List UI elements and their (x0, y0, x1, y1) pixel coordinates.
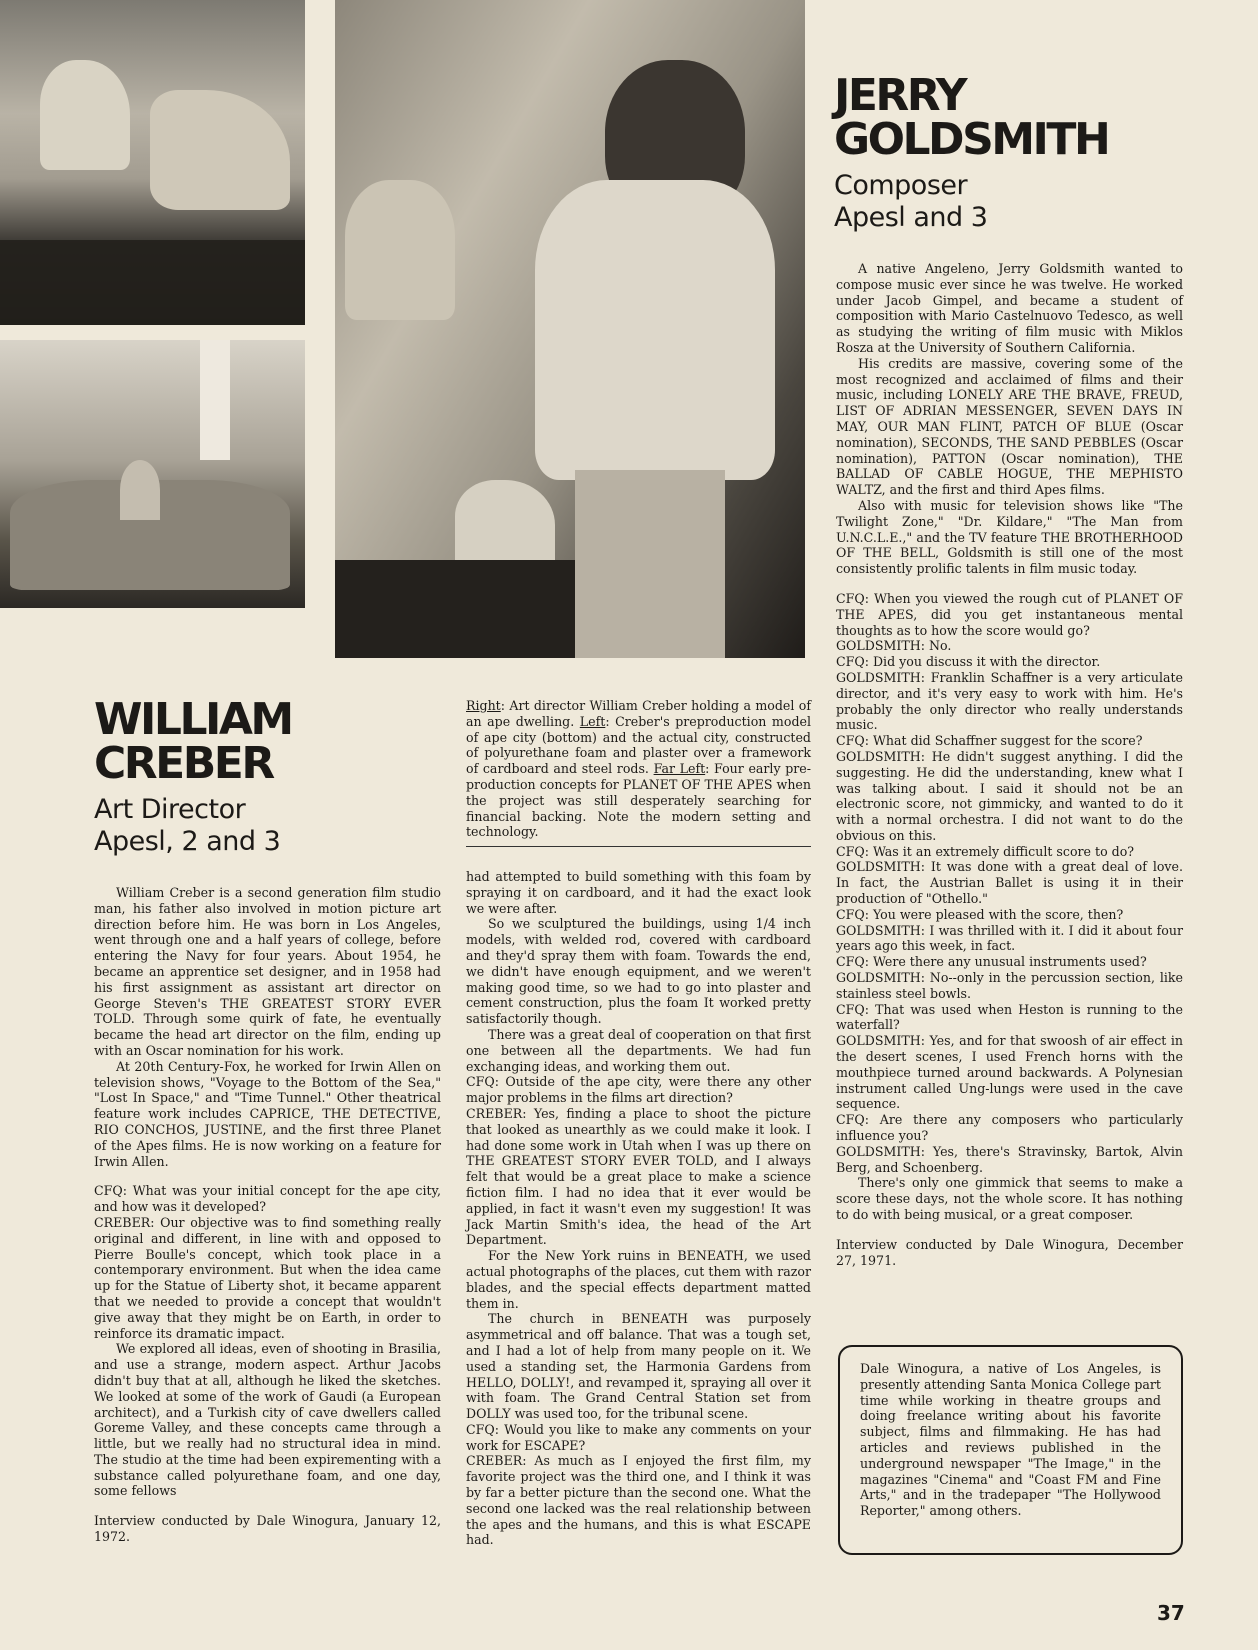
caption-divider (466, 846, 811, 847)
interview-line: CREBER: Yes, finding a place to shoot the picture that looked as unearthly as we could make it look. I had done some work in Utah when I was up there on THE GREATEST STORY EVER TOLD, and I always felt that would be a great place to make a science fiction film. I had no idea that it ever would be applied, in fact it wasn't even my suggestion! It was Jack Martin Smith's idea, the head of the Art Department. (466, 1105, 811, 1248)
interview-line: CFQ: Outside of the ape city, were there any other major problems in the films art direction? (466, 1074, 811, 1106)
interview-line: GOLDSMITH: No. (836, 638, 952, 654)
interview-line: CFQ: That was used when Heston is running to the waterfall? (836, 1001, 1183, 1033)
goldsmith-article (836, 261, 1183, 1268)
photo-william-creber-with-model (335, 0, 805, 658)
author-bio-box (838, 1345, 1183, 1555)
goldsmith-interview-credit: Interview conducted by Dale Winogura, December 27, 1971. (836, 1236, 1183, 1268)
interview-line: GOLDSMITH: It was done with a great deal of love. In fact, the Austrian Ballet is using it in their production of "Othello." (836, 859, 1183, 907)
creber-paragraph: had attempted to build something with this foam by spraying it on cardboard, and it had the exact look we were after. (466, 869, 811, 916)
photo-caption: Right: Art director William Creber holding a model of an ape dwelling. Left: Creber's preproduction model of ape city (bottom) and the actual city, constructed of polyurethane foam and plaster over a framework of cardboard and steel rods. Far Left: Four early pre-production concepts for PLANET OF THE APES when the project was still desperately searching for financial backing. Note the modern setting and technology. (466, 698, 812, 840)
interview-line: CFQ: Would you like to make any comments on your work for ESCAPE? (466, 1421, 811, 1453)
caption-label-right: Right (466, 698, 501, 713)
interview-line: CFQ: You were pleased with the score, then? (836, 906, 1124, 922)
creber-article-col1 (94, 885, 441, 1545)
interview-line: GOLDSMITH: No--only in the percussion section, like stainless steel bowls. (836, 970, 1183, 1001)
interview-line: GOLDSMITH: He didn't suggest anything. I did the suggesting. He did the understanding, knew what I was talking about. I said it should not be an electronic score, not gimmicky, and wanted to do it with a normal orchestra. I did not want to do the obvious on this. (836, 748, 1183, 843)
interview-line: GOLDSMITH: I was thrilled with it. I did it about four years ago this week, in fact. (836, 922, 1183, 954)
interview-line: CFQ: When you viewed the rough cut of PLANET OF THE APES, did you get instantaneous mental thoughts as to how the score would go? (836, 590, 1183, 638)
creber-article-col2 (466, 869, 811, 1548)
goldsmith-closing: There's only one gimmick that seems to make a score these days, not the whole score. It has nothing to do with being musical, or a great composer. (836, 1175, 1183, 1223)
interview-line: CREBER: Our objective was to find something really original and different, in line with and opposed to Pierre Boulle's concept, which took place in a contemporary environment. But when the idea came up for the Statue of Liberty shot, it became apparent that we needed to provide a concept that wouldn't give away that they might be on Earth, in order to reinforce its dramatic impact. (94, 1214, 441, 1341)
photo-ape-city-concept-top (0, 0, 305, 325)
creber-bio-paragraph: At 20th Century-Fox, he worked for Irwin Allen on television shows, "Voyage to the Bottom of the Sea," "Lost In Space," and "Time Tunnel." Other theatrical feature work includes CAPRICE, THE DETECTIVE, RIO CONCHOS, JUSTINE, and the first three Planet of the Apes films. He is now working on a feature for Irwin Allen. (94, 1058, 441, 1169)
caption-label-far-left: Far Left (653, 761, 706, 777)
interview-line: GOLDSMITH: Yes, there's Stravinsky, Bartok, Alvin Berg, and Schoenberg. (836, 1143, 1183, 1175)
creber-bio-paragraph: William Creber is a second generation film studio man, his father also involved in motion picture art direction before him. He was born in Los Angeles, went through one and a half years of college, before entering the Navy for four years. About 1954, he became an apprentice set designer, and in 1958 had his first assignment as assistant art director on George Steven's THE GREATEST STORY EVER TOLD. Through some quirk of fate, he eventually became the head art director on the film, ending up with an Oscar nomination for his work. (94, 885, 441, 1058)
goldsmith-bio-paragraph: A native Angeleno, Jerry Goldsmith wanted to compose music ever since he was twelve. He worked under Jacob Gimpel, and became a student of composition with Mario Castelnuovo Tedesco, as well as studying the writing of film music with Miklos Rosza at the University of Southern California. (836, 261, 1183, 355)
interview-line: CFQ: Was it an extremely difficult score to do? (836, 843, 1135, 859)
creber-paragraph: We explored all ideas, even of shooting in Brasilia, and use a strange, modern aspect. Arthur Jacobs didn't buy that at all, although he liked the sketches. We looked at some of the work of Gaudi (a European architect), and a Turkish city of cave dwellers called Goreme Valley, and these concepts came through a little, but we really had no structural idea in mind. The studio at the time had been expirementing with a substance called polyurethane foam, and one day, some fellows (94, 1341, 441, 1499)
interview-line: CFQ: What was your initial concept for the ape city, and how was it developed? (94, 1183, 441, 1215)
creber-name: WILLIAM CREBER (94, 694, 292, 789)
creber-role: Art Director Apesl, 2 and 3 (94, 794, 281, 857)
creber-paragraph: So we sculptured the buildings, using 1/4 inch models, with welded rod, covered with cardboard and they'd spray them with foam. Towards the end, we didn't have enough equipment, and we weren't making good time, so we had to go into plaster and cement construction, plus the foam It worked pretty satisfactorily though. (466, 916, 811, 1027)
author-bio-text: Dale Winogura, a native of Los Angeles, is presently attending Santa Monica College part time while working in theatre groups and doing freelance writing about his favorite subject, films and filmmaking. He has had articles and reviews published in the underground newspaper "The Image," in the magazines "Cinema" and "Coast FM and Fine Arts," and in the tradepaper "The Hollywood Reporter," among others. (860, 1361, 1161, 1519)
interview-line: CFQ: What did Schaffner suggest for the score? (836, 733, 1143, 749)
interview-line: GOLDSMITH: Franklin Schaffner is a very articulate director, and it's very easy to work with him. He's probably the only director who really understands music. (836, 669, 1183, 733)
interview-line: CFQ: Were there any unusual instruments used? (836, 954, 1147, 970)
creber-paragraph: There was a great deal of cooperation on that first one between all the departments. We had fun exchanging ideas, and working them out. (466, 1026, 811, 1074)
interview-line: CFQ: Are there any composers who particularly influence you? (836, 1112, 1183, 1144)
photo-ape-city-concept-bottom (0, 340, 305, 608)
interview-line: CFQ: Did you discuss it with the director. (836, 654, 1101, 670)
page-number: 37 (1157, 1601, 1185, 1625)
interview-line: CREBER: As much as I enjoyed the first film, my favorite project was the third one, and I think it was by far a better picture than the second one. What the second one lacked was the real relationship between the apes and the humans, and this is what ESCAPE had. (466, 1453, 811, 1548)
creber-interview-credit: Interview conducted by Dale Winogura, January 12, 1972. (94, 1513, 441, 1545)
interview-line: GOLDSMITH: Yes, and for that swoosh of air effect in the desert scenes, I used French horns with the mouthpiece turned around backwards. A Polynesian instrument called Ung-lungs were used in the cave sequence. (836, 1033, 1183, 1112)
goldsmith-name: JERRY GOLDSMITH (834, 70, 1109, 165)
goldsmith-bio-paragraph: His credits are massive, covering some of the most recognized and acclaimed of films and their music, including LONELY ARE THE BRAVE, FREUD, LIST OF ADRIAN MESSENGER, SEVEN DAYS IN MAY, OUR MAN FLINT, PATCH OF BLUE (Oscar nomination), SECONDS, THE SAND PEBBLES (Oscar nomination), PATTON (Oscar nomination), THE BALLAD OF CABLE HOGUE, THE MEPHISTO WALTZ, and the first and third Apes films. (836, 355, 1183, 498)
creber-paragraph: The church in BENEATH was purposely asymmetrical and off balance. That was a tough set, and I had a lot of help from many people on it. We used a standing set, the Harmonia Gardens from HELLO, DOLLY!, and revamped it, spraying all over it with foam. The Grand Central Station set from DOLLY was used too, for the tribunal scene. (466, 1311, 811, 1422)
goldsmith-bio-paragraph: Also with music for television shows like "The Twilight Zone," "Dr. Kildare," "The Man from U.N.C.L.E.," and the TV feature THE BROTHERHOOD OF THE BELL, Goldsmith is still one of the most consistently prolific talents in film music today. (836, 497, 1183, 577)
creber-paragraph: For the New York ruins in BENEATH, we used actual photographs of the places, cut them with razor blades, and the special effects department matted them in. (466, 1248, 811, 1311)
caption-label-left: Left (579, 713, 606, 729)
goldsmith-role: Composer Apesl and 3 (834, 170, 988, 233)
